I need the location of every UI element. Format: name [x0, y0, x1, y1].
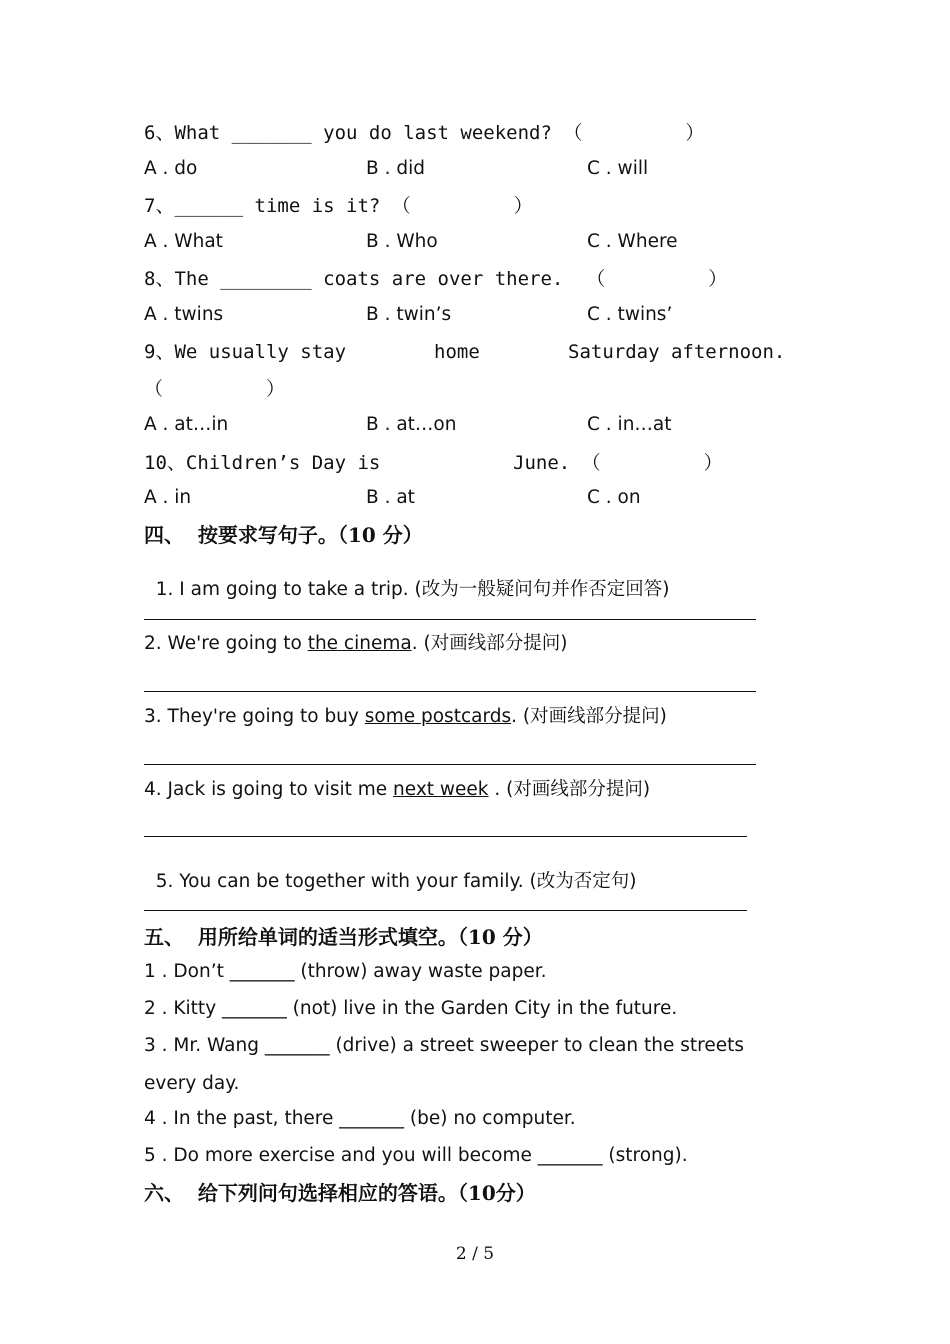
- q9-option-a: A . at…in: [144, 414, 229, 435]
- section-4-heading: 四、 按要求写句子。（10 分）: [144, 523, 423, 547]
- underlined-phrase: the cinema: [307, 633, 412, 654]
- q10-option-b: B . at: [366, 487, 415, 508]
- fill-item-2: 2 . Kitty _______ (not) live in the Garden City in the future.: [144, 998, 678, 1019]
- q9-option-c: C . in…at: [587, 414, 672, 435]
- question-10-part1: 10、Children’s Day is: [144, 452, 381, 474]
- q6-option-a: A . do: [144, 158, 198, 179]
- rewrite-item-1: [144, 562, 669, 599]
- question-10-part2: June. （ ）: [513, 452, 723, 474]
- answer-line-2[interactable]: [144, 691, 756, 692]
- rewrite-item-5-text: 5. You can be together with your family. (改为否定句): [155, 870, 637, 892]
- q7-option-a: A . What: [144, 231, 223, 252]
- fill-item-1: 1 . Don’t _______ (throw) away waste paper.: [144, 961, 547, 982]
- q6-option-c: C . will: [587, 158, 649, 179]
- rewrite-item-3-text: 3. They're going to buy: [144, 706, 365, 727]
- answer-line-3[interactable]: [144, 764, 756, 765]
- q10-option-a: A . in: [144, 487, 192, 508]
- answer-line-4[interactable]: [144, 836, 747, 837]
- rewrite-item-2-instruction: . (对画线部分提问): [411, 633, 568, 654]
- rewrite-item-5: [144, 854, 637, 891]
- fill-item-5: 5 . Do more exercise and you will become _______ (strong).: [144, 1145, 688, 1166]
- section-6-heading: 六、 给下列问句选择相应的答语。（10分）: [144, 1181, 536, 1205]
- q8-option-c: C . twins’: [587, 304, 673, 325]
- q8-option-a: A . twins: [144, 304, 224, 325]
- question-9-part1: 9、We usually stay: [144, 341, 347, 363]
- q10-option-c: C . on: [587, 487, 641, 508]
- rewrite-item-4-text: 4. Jack is going to visit me: [144, 779, 394, 800]
- rewrite-item-1-text: 1. I am going to take a trip. (改为一般疑问句并作否定回答): [155, 578, 670, 600]
- rewrite-item-3: [144, 708, 667, 727]
- answer-line-5[interactable]: [144, 910, 747, 911]
- answer-line-1[interactable]: [144, 619, 756, 620]
- q7-option-c: C . Where: [587, 231, 678, 252]
- rewrite-item-4: [144, 781, 650, 800]
- underlined-phrase: next week: [393, 779, 489, 800]
- question-6: 6、What _______ you do last weekend? （ ）: [144, 122, 705, 144]
- question-9-part3: Saturday afternoon.: [568, 341, 786, 363]
- fill-item-3: 3 . Mr. Wang _______ (drive) a street sweeper to clean the streets: [144, 1035, 745, 1056]
- rewrite-item-2-text: 2. We're going to: [144, 633, 308, 654]
- q8-option-b: B . twin’s: [366, 304, 452, 325]
- rewrite-item-2: [144, 635, 567, 654]
- page-number: 2 / 5: [455, 1244, 495, 1264]
- q6-option-b: B . did: [366, 158, 425, 179]
- question-9-answer-paren: （ ）: [144, 378, 285, 400]
- question-9-part2: home: [434, 341, 480, 363]
- question-8: 8、The ________ coats are over there. （ ）: [144, 268, 728, 290]
- question-7: 7、______ time is it? （ ）: [144, 195, 533, 217]
- fill-item-4: 4 . In the past, there _______ (be) no computer.: [144, 1108, 576, 1129]
- q9-option-b: B . at…on: [366, 414, 457, 435]
- q7-option-b: B . Who: [366, 231, 438, 252]
- underlined-phrase: some postcards: [364, 706, 512, 727]
- fill-item-3-continued: every day.: [144, 1073, 240, 1094]
- rewrite-item-3-instruction: . (对画线部分提问): [511, 706, 667, 727]
- section-5-heading: 五、 用所给单词的适当形式填空。（10 分）: [144, 925, 543, 949]
- rewrite-item-4-instruction: . (对画线部分提问): [488, 779, 651, 800]
